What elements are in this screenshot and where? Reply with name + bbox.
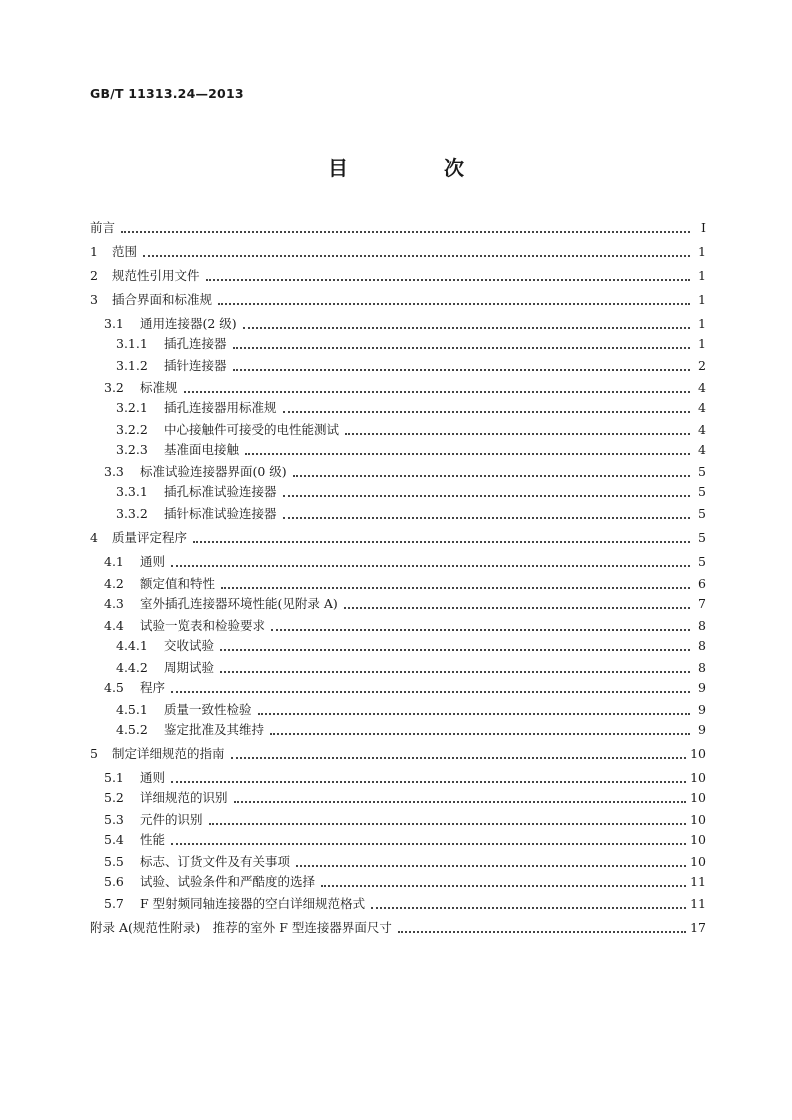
dot-leader	[283, 411, 690, 413]
toc-entry[interactable]	[116, 441, 706, 459]
toc-entry-label: 标志、订货文件及有关事项	[140, 854, 291, 869]
toc-entry-page: 10	[690, 746, 706, 761]
toc-entry-label: 通则	[140, 554, 166, 569]
toc-entry[interactable]	[116, 505, 706, 523]
toc-entry[interactable]	[104, 769, 706, 787]
toc-entry-label: 通则	[140, 770, 166, 785]
dot-leader	[171, 691, 690, 693]
toc-entry-number: 1	[90, 244, 98, 259]
toc-entry-label: 详细规范的识别	[140, 790, 228, 805]
dot-leader	[143, 255, 690, 257]
dot-leader	[296, 865, 686, 867]
toc-entry[interactable]	[90, 529, 706, 547]
toc-entry[interactable]	[116, 357, 706, 375]
toc-entry-number: 4.5.1	[116, 702, 148, 717]
dot-leader	[233, 347, 690, 349]
toc-entry-page: 4	[698, 400, 706, 415]
toc-entry[interactable]	[104, 811, 706, 829]
toc-entry-page: 8	[698, 618, 706, 633]
dot-leader	[121, 231, 690, 233]
toc-entry-number: 5.5	[104, 854, 124, 869]
toc-entry-label: 插合界面和标准规	[112, 292, 213, 307]
toc-entry-page: 10	[690, 854, 706, 869]
toc-entry-page: 17	[690, 920, 706, 935]
toc-entry-number: 4.1	[104, 554, 124, 569]
toc-entry-page: 5	[698, 554, 706, 569]
toc-entry-number: 3.3	[104, 464, 124, 479]
toc-entry-number: 3.3.1	[116, 484, 148, 499]
toc-entry-number: 5.2	[104, 790, 124, 805]
toc-entry-label: 插针连接器	[164, 358, 227, 373]
toc-entry[interactable]	[104, 853, 706, 871]
toc-entry-label: 质量一致性检验	[164, 702, 252, 717]
toc-entry-number: 4.5	[104, 680, 124, 695]
toc-entry[interactable]	[104, 575, 706, 593]
toc-entry-page: Ⅰ	[701, 220, 706, 235]
toc-entry[interactable]	[104, 679, 706, 697]
dot-leader	[234, 801, 687, 803]
toc-entry-label: 元件的识别	[140, 812, 203, 827]
toc-entry-label: 制定详细规范的指南	[112, 746, 225, 761]
dot-leader	[345, 433, 690, 435]
toc-entry-page: 9	[698, 722, 706, 737]
toc-entry[interactable]	[116, 721, 706, 739]
dot-leader	[209, 823, 687, 825]
toc-entry-page: 11	[690, 896, 706, 911]
toc-entry-number: 5.1	[104, 770, 124, 785]
toc-entry-number: 3.3.2	[116, 506, 148, 521]
dot-leader	[221, 587, 690, 589]
toc-entry-number: 4	[90, 530, 98, 545]
toc-entry-number: 3.2	[104, 380, 124, 395]
toc-entry-label: 插孔连接器用标准规	[164, 400, 277, 415]
toc-entry-number: 5.4	[104, 832, 124, 847]
standard-number: GB/T 11313.24—2013	[90, 86, 244, 101]
toc-entry[interactable]	[104, 315, 706, 333]
toc-entry-label: 程序	[140, 680, 166, 695]
toc-entry[interactable]	[116, 421, 706, 439]
toc-entry-page: 4	[698, 442, 706, 457]
toc-entry[interactable]	[116, 483, 706, 501]
toc-entry-number: 3.2.3	[116, 442, 148, 457]
dot-leader	[193, 541, 690, 543]
toc-entry-page: 10	[690, 812, 706, 827]
toc-entry-label: 试验一览表和检验要求	[140, 618, 266, 633]
toc-entry[interactable]	[116, 659, 706, 677]
toc-entry-page: 4	[698, 380, 706, 395]
toc-entry-page: 10	[690, 770, 706, 785]
toc-entry[interactable]	[104, 789, 706, 807]
dot-leader	[283, 495, 690, 497]
dot-leader	[184, 391, 690, 393]
toc-entry[interactable]	[90, 219, 706, 237]
toc-entry-label: 通用连接器(2 级)	[140, 316, 237, 331]
toc-entry-label: F 型射频同轴连接器的空白详细规范格式	[140, 896, 366, 911]
toc-entry-label: 性能	[140, 832, 166, 847]
toc-entry[interactable]	[104, 895, 706, 913]
toc-entry-page: 1	[698, 244, 706, 259]
toc-entry-page: 10	[690, 790, 706, 805]
toc-entry[interactable]	[104, 463, 706, 481]
dot-leader	[220, 671, 690, 673]
toc-entry-number: 5.3	[104, 812, 124, 827]
toc-entry[interactable]	[90, 919, 706, 937]
dot-leader	[245, 453, 690, 455]
dot-leader	[171, 843, 686, 845]
toc-entry-label: 室外插孔连接器环境性能(见附录 A)	[140, 596, 338, 611]
toc-entry-label: 中心接触件可接受的电性能测试	[164, 422, 340, 437]
toc-entry-number: 3.1	[104, 316, 124, 331]
toc-entry[interactable]	[90, 243, 706, 261]
toc-entry-label: 前言	[90, 220, 116, 235]
toc-entry-label: 规范性引用文件	[112, 268, 200, 283]
toc-entry-label: 周期试验	[164, 660, 215, 675]
dot-leader	[398, 931, 686, 933]
toc-entry-page: 2	[698, 358, 706, 373]
toc-entry-page: 5	[698, 530, 706, 545]
toc-entry-label: 试验、试验条件和严酷度的选择	[140, 874, 316, 889]
toc-entry-page: 9	[698, 680, 706, 695]
dot-leader	[321, 885, 686, 887]
toc-entry-label: 质量评定程序	[112, 530, 188, 545]
toc-entry-number: 3	[90, 292, 98, 307]
toc-entry-label: 标准规	[140, 380, 178, 395]
toc-entry[interactable]	[90, 291, 706, 309]
toc-entry-number: 4.5.2	[116, 722, 148, 737]
toc-entry-label: 标准试验连接器界面(0 级)	[140, 464, 287, 479]
toc-entry-number: 5.6	[104, 874, 124, 889]
dot-leader	[270, 733, 690, 735]
dot-leader	[371, 907, 686, 909]
toc-entry[interactable]	[104, 595, 706, 613]
dot-leader	[206, 279, 690, 281]
toc-entry[interactable]	[104, 831, 706, 849]
dot-leader	[344, 607, 690, 609]
toc-entry-number: 3.2.2	[116, 422, 148, 437]
toc-entry-number: 4.4.2	[116, 660, 148, 675]
toc-entry-page: 5	[698, 506, 706, 521]
dot-leader	[233, 369, 690, 371]
toc-entry-label: 范围	[112, 244, 138, 259]
toc-entry-page: 8	[698, 660, 706, 675]
toc-entry[interactable]	[104, 553, 706, 571]
toc-entry-number: 5	[90, 746, 98, 761]
toc-entry[interactable]	[116, 701, 706, 719]
dot-leader	[243, 327, 690, 329]
toc-entry[interactable]	[116, 637, 706, 655]
toc-entry-number: 3.2.1	[116, 400, 148, 415]
toc-entry[interactable]	[104, 617, 706, 635]
toc-entry[interactable]	[90, 745, 706, 763]
toc-entry-page: 9	[698, 702, 706, 717]
toc-entry-label: 基准面电接触	[164, 442, 240, 457]
toc-entry[interactable]	[116, 399, 706, 417]
dot-leader	[258, 713, 690, 715]
toc-entry-label: 额定值和特性	[140, 576, 216, 591]
toc-entry[interactable]	[104, 379, 706, 397]
toc-entry-page: 5	[698, 484, 706, 499]
page-title: 目 次	[328, 156, 502, 180]
toc-entry-label: 插针标准试验连接器	[164, 506, 277, 521]
toc-entry-number: 2	[90, 268, 98, 283]
toc-entry-page: 6	[698, 576, 706, 591]
toc-entry-number: 4.4	[104, 618, 124, 633]
toc-entry-label: 插孔标准试验连接器	[164, 484, 277, 499]
toc-entry[interactable]	[90, 267, 706, 285]
toc-entry-label: 插孔连接器	[164, 336, 227, 351]
toc-entry-label: 鉴定批准及其维持	[164, 722, 265, 737]
dot-leader	[231, 757, 687, 759]
toc-entry[interactable]	[116, 335, 706, 353]
toc-entry-page: 11	[690, 874, 706, 889]
dot-leader	[220, 649, 690, 651]
toc-entry-number: 4.2	[104, 576, 124, 591]
toc-entry-page: 7	[698, 596, 706, 611]
toc-entry-page: 4	[698, 422, 706, 437]
dot-leader	[218, 303, 690, 305]
toc-entry-page: 8	[698, 638, 706, 653]
toc-entry-number: 3.1.1	[116, 336, 148, 351]
toc-entry-number: 5.7	[104, 896, 124, 911]
toc-entry-page: 1	[698, 292, 706, 307]
toc-entry-number: 4.4.1	[116, 638, 148, 653]
toc-entry-page: 1	[698, 316, 706, 331]
dot-leader	[271, 629, 690, 631]
dot-leader	[283, 517, 690, 519]
dot-leader	[293, 475, 690, 477]
toc-entry[interactable]	[104, 873, 706, 891]
toc-entry-number: 4.3	[104, 596, 124, 611]
dot-leader	[171, 565, 690, 567]
toc-entry-page: 1	[698, 336, 706, 351]
toc-entry-page: 5	[698, 464, 706, 479]
toc-entry-number: 3.1.2	[116, 358, 148, 373]
dot-leader	[171, 781, 686, 783]
toc-entry-page: 10	[690, 832, 706, 847]
toc-entry-label: 附录 A(规范性附录) 推荐的室外 F 型连接器界面尺寸	[90, 920, 392, 935]
toc-entry-page: 1	[698, 268, 706, 283]
toc-entry-label: 交收试验	[164, 638, 215, 653]
